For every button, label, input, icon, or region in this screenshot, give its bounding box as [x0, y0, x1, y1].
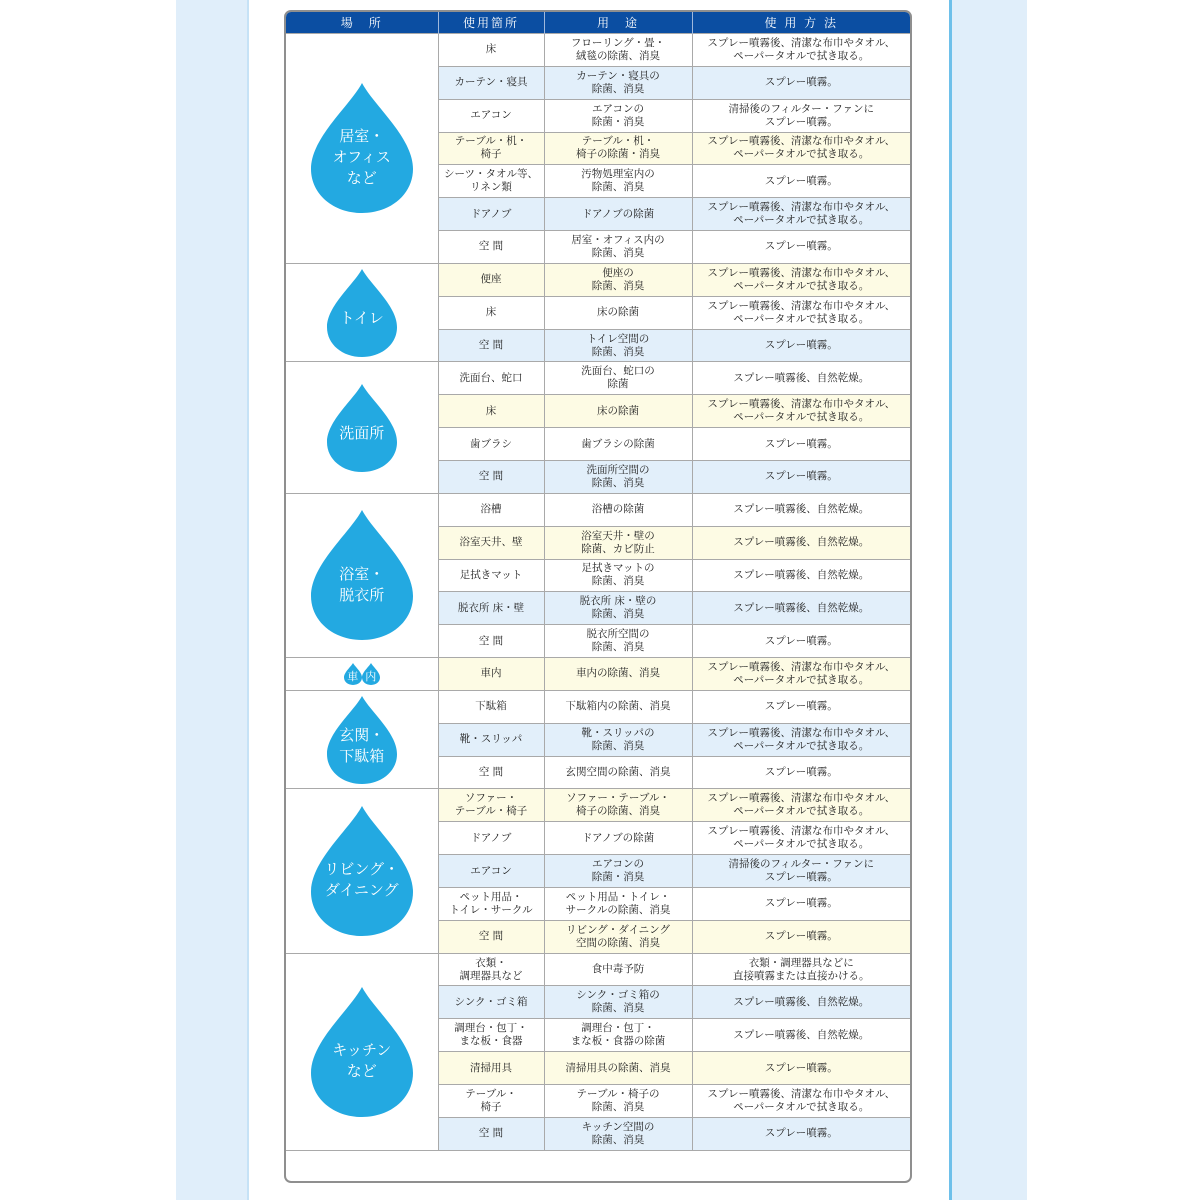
water-drop-icon	[362, 663, 380, 685]
method-cell: スプレー噴霧後、自然乾燥。	[692, 986, 910, 1019]
purpose-cell: トイレ空間の 除菌、消臭	[544, 329, 692, 362]
table-body	[286, 34, 910, 1151]
table-row	[286, 789, 910, 822]
method-cell: スプレー噴霧後、清潔な布巾やタオル、 ペーパータオルで拭き取る。	[692, 263, 910, 296]
method-cell: スプレー噴霧後、清潔な布巾やタオル、 ペーパータオルで拭き取る。	[692, 658, 910, 691]
purpose-cell: エアコンの 除菌・消臭	[544, 99, 692, 132]
method-cell: スプレー噴霧後、清潔な布巾やタオル、 ペーパータオルで拭き取る。	[692, 198, 910, 231]
method-cell: スプレー噴霧後、自然乾燥。	[692, 526, 910, 559]
purpose-cell: 歯ブラシの除菌	[544, 428, 692, 461]
table-row	[286, 690, 910, 723]
usage-place-cell: エアコン	[438, 855, 544, 888]
purpose-cell: フローリング・畳・ 絨毯の除菌、消臭	[544, 34, 692, 67]
water-drop-icon	[327, 384, 397, 472]
method-cell: スプレー噴霧。	[692, 460, 910, 493]
location-label: リビング・ ダイニング	[324, 860, 400, 900]
left-margin-stripe	[176, 0, 249, 1200]
usage-place-cell: 空 間	[438, 231, 544, 264]
method-cell: スプレー噴霧後、清潔な布巾やタオル、 ペーパータオルで拭き取る。	[692, 296, 910, 329]
method-cell: スプレー噴霧後、清潔な布巾やタオル、 ペーパータオルで拭き取る。	[692, 34, 910, 67]
usage-place-cell: ソファー・ テーブル・椅子	[438, 789, 544, 822]
usage-place-cell: 空 間	[438, 625, 544, 658]
purpose-cell: 清掃用具の除菌、消臭	[544, 1052, 692, 1085]
right-margin-stripe	[949, 0, 1027, 1200]
purpose-cell: 食中毒予防	[544, 953, 692, 986]
location-label: 浴室・ 脱衣所	[339, 564, 385, 604]
usage-place-cell: 浴室天井、壁	[438, 526, 544, 559]
method-cell: スプレー噴霧後、清潔な布巾やタオル、 ペーパータオルで拭き取る。	[692, 1085, 910, 1118]
usage-place-cell: 床	[438, 34, 544, 67]
usage-place-cell: エアコン	[438, 99, 544, 132]
purpose-cell: 床の除菌	[544, 296, 692, 329]
location-cell	[286, 953, 438, 1150]
method-cell: 衣類・調理器具などに 直接噴霧または直接かける。	[692, 953, 910, 986]
location-cell	[286, 658, 438, 691]
method-cell: スプレー噴霧後、清潔な布巾やタオル、 ペーパータオルで拭き取る。	[692, 132, 910, 165]
usage-place-cell: 清掃用具	[438, 1052, 544, 1085]
method-cell: スプレー噴霧後、自然乾燥。	[692, 1019, 910, 1052]
purpose-cell: リビング・ダイニング 空間の除菌、消臭	[544, 920, 692, 953]
purpose-cell: キッチン空間の 除菌、消臭	[544, 1117, 692, 1150]
location-cell	[286, 362, 438, 493]
usage-place-cell: ドアノブ	[438, 198, 544, 231]
location-cell	[286, 690, 438, 789]
method-cell: スプレー噴霧。	[692, 690, 910, 723]
purpose-cell: 車内の除菌、消臭	[544, 658, 692, 691]
usage-place-cell: 床	[438, 296, 544, 329]
method-cell: スプレー噴霧後、清潔な布巾やタオル、 ペーパータオルで拭き取る。	[692, 822, 910, 855]
method-cell: スプレー噴霧。	[692, 1117, 910, 1150]
usage-place-cell: 洗面台、蛇口	[438, 362, 544, 395]
method-cell: スプレー噴霧。	[692, 428, 910, 461]
water-drop-icon	[311, 806, 413, 936]
usage-place-cell: 脱衣所 床・壁	[438, 592, 544, 625]
header-purpose: 用 途	[544, 12, 692, 34]
purpose-cell: 洗面所空間の 除菌、消臭	[544, 460, 692, 493]
usage-place-cell: テーブル・机・ 椅子	[438, 132, 544, 165]
purpose-cell: 足拭きマットの 除菌、消臭	[544, 559, 692, 592]
purpose-cell: シンク・ゴミ箱の 除菌、消臭	[544, 986, 692, 1019]
table-row	[286, 953, 910, 986]
purpose-cell: 浴槽の除菌	[544, 493, 692, 526]
usage-place-cell: 靴・スリッパ	[438, 723, 544, 756]
method-cell: スプレー噴霧後、自然乾燥。	[692, 362, 910, 395]
method-cell: スプレー噴霧後、清潔な布巾やタオル、 ペーパータオルで拭き取る。	[692, 723, 910, 756]
usage-place-cell: ドアノブ	[438, 822, 544, 855]
purpose-cell: エアコンの 除菌・消臭	[544, 855, 692, 888]
usage-table-container	[284, 10, 912, 1183]
purpose-cell: 汚物処理室内の 除菌、消臭	[544, 165, 692, 198]
water-drop-icon	[311, 987, 413, 1117]
usage-place-cell: 調理台・包丁・ まな板・食器	[438, 1019, 544, 1052]
usage-place-cell: カーテン・寝具	[438, 66, 544, 99]
usage-place-cell: 空 間	[438, 920, 544, 953]
usage-place-cell: 浴槽	[438, 493, 544, 526]
usage-place-cell: 空 間	[438, 460, 544, 493]
water-drop-icon	[311, 83, 413, 213]
table-row	[286, 263, 910, 296]
table-row	[286, 362, 910, 395]
method-cell: スプレー噴霧後、清潔な布巾やタオル、 ペーパータオルで拭き取る。	[692, 789, 910, 822]
usage-table	[286, 12, 910, 1151]
method-cell: スプレー噴霧後、自然乾燥。	[692, 592, 910, 625]
usage-place-cell: 便座	[438, 263, 544, 296]
usage-place-cell: 歯ブラシ	[438, 428, 544, 461]
purpose-cell: ソファー・テーブル・ 椅子の除菌、消臭	[544, 789, 692, 822]
method-cell: 清掃後のフィルター・ファンに スプレー噴霧。	[692, 99, 910, 132]
method-cell: スプレー噴霧後、自然乾燥。	[692, 559, 910, 592]
location-label: 居室・ オフィス など	[332, 127, 391, 188]
usage-place-cell: 空 間	[438, 756, 544, 789]
purpose-cell: ドアノブの除菌	[544, 198, 692, 231]
usage-place-cell: 空 間	[438, 1117, 544, 1150]
purpose-cell: カーテン・寝具の 除菌、消臭	[544, 66, 692, 99]
water-drop-icon	[327, 696, 397, 784]
usage-place-cell: シーツ・タオル等、 リネン類	[438, 165, 544, 198]
location-label: トイレ	[339, 309, 384, 328]
purpose-cell: ペット用品・トイレ・ サークルの除菌、消臭	[544, 887, 692, 920]
purpose-cell: 居室・オフィス内の 除菌、消臭	[544, 231, 692, 264]
table-row	[286, 658, 910, 691]
method-cell: スプレー噴霧。	[692, 625, 910, 658]
location-cell	[286, 263, 438, 362]
purpose-cell: 脱衣所空間の 除菌、消臭	[544, 625, 692, 658]
location-drop-icon	[286, 663, 438, 685]
purpose-cell: 床の除菌	[544, 395, 692, 428]
usage-place-cell: 衣類・ 調理器具など	[438, 953, 544, 986]
purpose-cell: 浴室天井・壁の 除菌、カビ防止	[544, 526, 692, 559]
header-location: 場 所	[286, 12, 438, 34]
location-label: 洗面所	[339, 424, 385, 443]
method-cell: スプレー噴霧。	[692, 231, 910, 264]
purpose-cell: テーブル・机・ 椅子の除菌・消臭	[544, 132, 692, 165]
method-cell: スプレー噴霧。	[692, 1052, 910, 1085]
usage-place-cell: シンク・ゴミ箱	[438, 986, 544, 1019]
location-label: 玄関・ 下駄箱	[339, 725, 385, 765]
usage-place-cell: 空 間	[438, 329, 544, 362]
method-cell: 清掃後のフィルター・ファンに スプレー噴霧。	[692, 855, 910, 888]
purpose-cell: ドアノブの除菌	[544, 822, 692, 855]
purpose-cell: 便座の 除菌、消臭	[544, 263, 692, 296]
purpose-cell: 調理台・包丁・ まな板・食器の除菌	[544, 1019, 692, 1052]
water-drop-icon	[344, 663, 362, 685]
method-cell: スプレー噴霧。	[692, 887, 910, 920]
method-cell: スプレー噴霧後、自然乾燥。	[692, 493, 910, 526]
purpose-cell: 脱衣所 床・壁の 除菌、消臭	[544, 592, 692, 625]
purpose-cell: 靴・スリッパの 除菌、消臭	[544, 723, 692, 756]
method-cell: スプレー噴霧。	[692, 920, 910, 953]
method-cell: スプレー噴霧。	[692, 329, 910, 362]
usage-place-cell: 車内	[438, 658, 544, 691]
method-cell: スプレー噴霧。	[692, 756, 910, 789]
location-cell	[286, 493, 438, 657]
usage-place-cell: 下駄箱	[438, 690, 544, 723]
location-label-char: 内	[365, 669, 377, 683]
location-cell	[286, 789, 438, 953]
water-drop-icon	[327, 269, 397, 357]
usage-place-cell: ペット用品・ トイレ・サークル	[438, 887, 544, 920]
purpose-cell: テーブル・椅子の 除菌、消臭	[544, 1085, 692, 1118]
location-label-char: 車	[347, 669, 359, 683]
table-header-row	[286, 12, 910, 34]
water-drop-icon	[311, 510, 413, 640]
usage-place-cell: 床	[438, 395, 544, 428]
method-cell: スプレー噴霧後、清潔な布巾やタオル、 ペーパータオルで拭き取る。	[692, 395, 910, 428]
purpose-cell: 玄関空間の除菌、消臭	[544, 756, 692, 789]
header-method: 使 用 方 法	[692, 12, 910, 34]
purpose-cell: 下駄箱内の除菌、消臭	[544, 690, 692, 723]
header-usage-place: 使用箇所	[438, 12, 544, 34]
table-row	[286, 34, 910, 67]
usage-place-cell: 足拭きマット	[438, 559, 544, 592]
method-cell: スプレー噴霧。	[692, 165, 910, 198]
usage-place-cell: テーブル・ 椅子	[438, 1085, 544, 1118]
purpose-cell: 洗面台、蛇口の 除菌	[544, 362, 692, 395]
location-label: キッチン など	[332, 1040, 392, 1080]
table-row	[286, 493, 910, 526]
method-cell: スプレー噴霧。	[692, 66, 910, 99]
location-cell	[286, 34, 438, 264]
